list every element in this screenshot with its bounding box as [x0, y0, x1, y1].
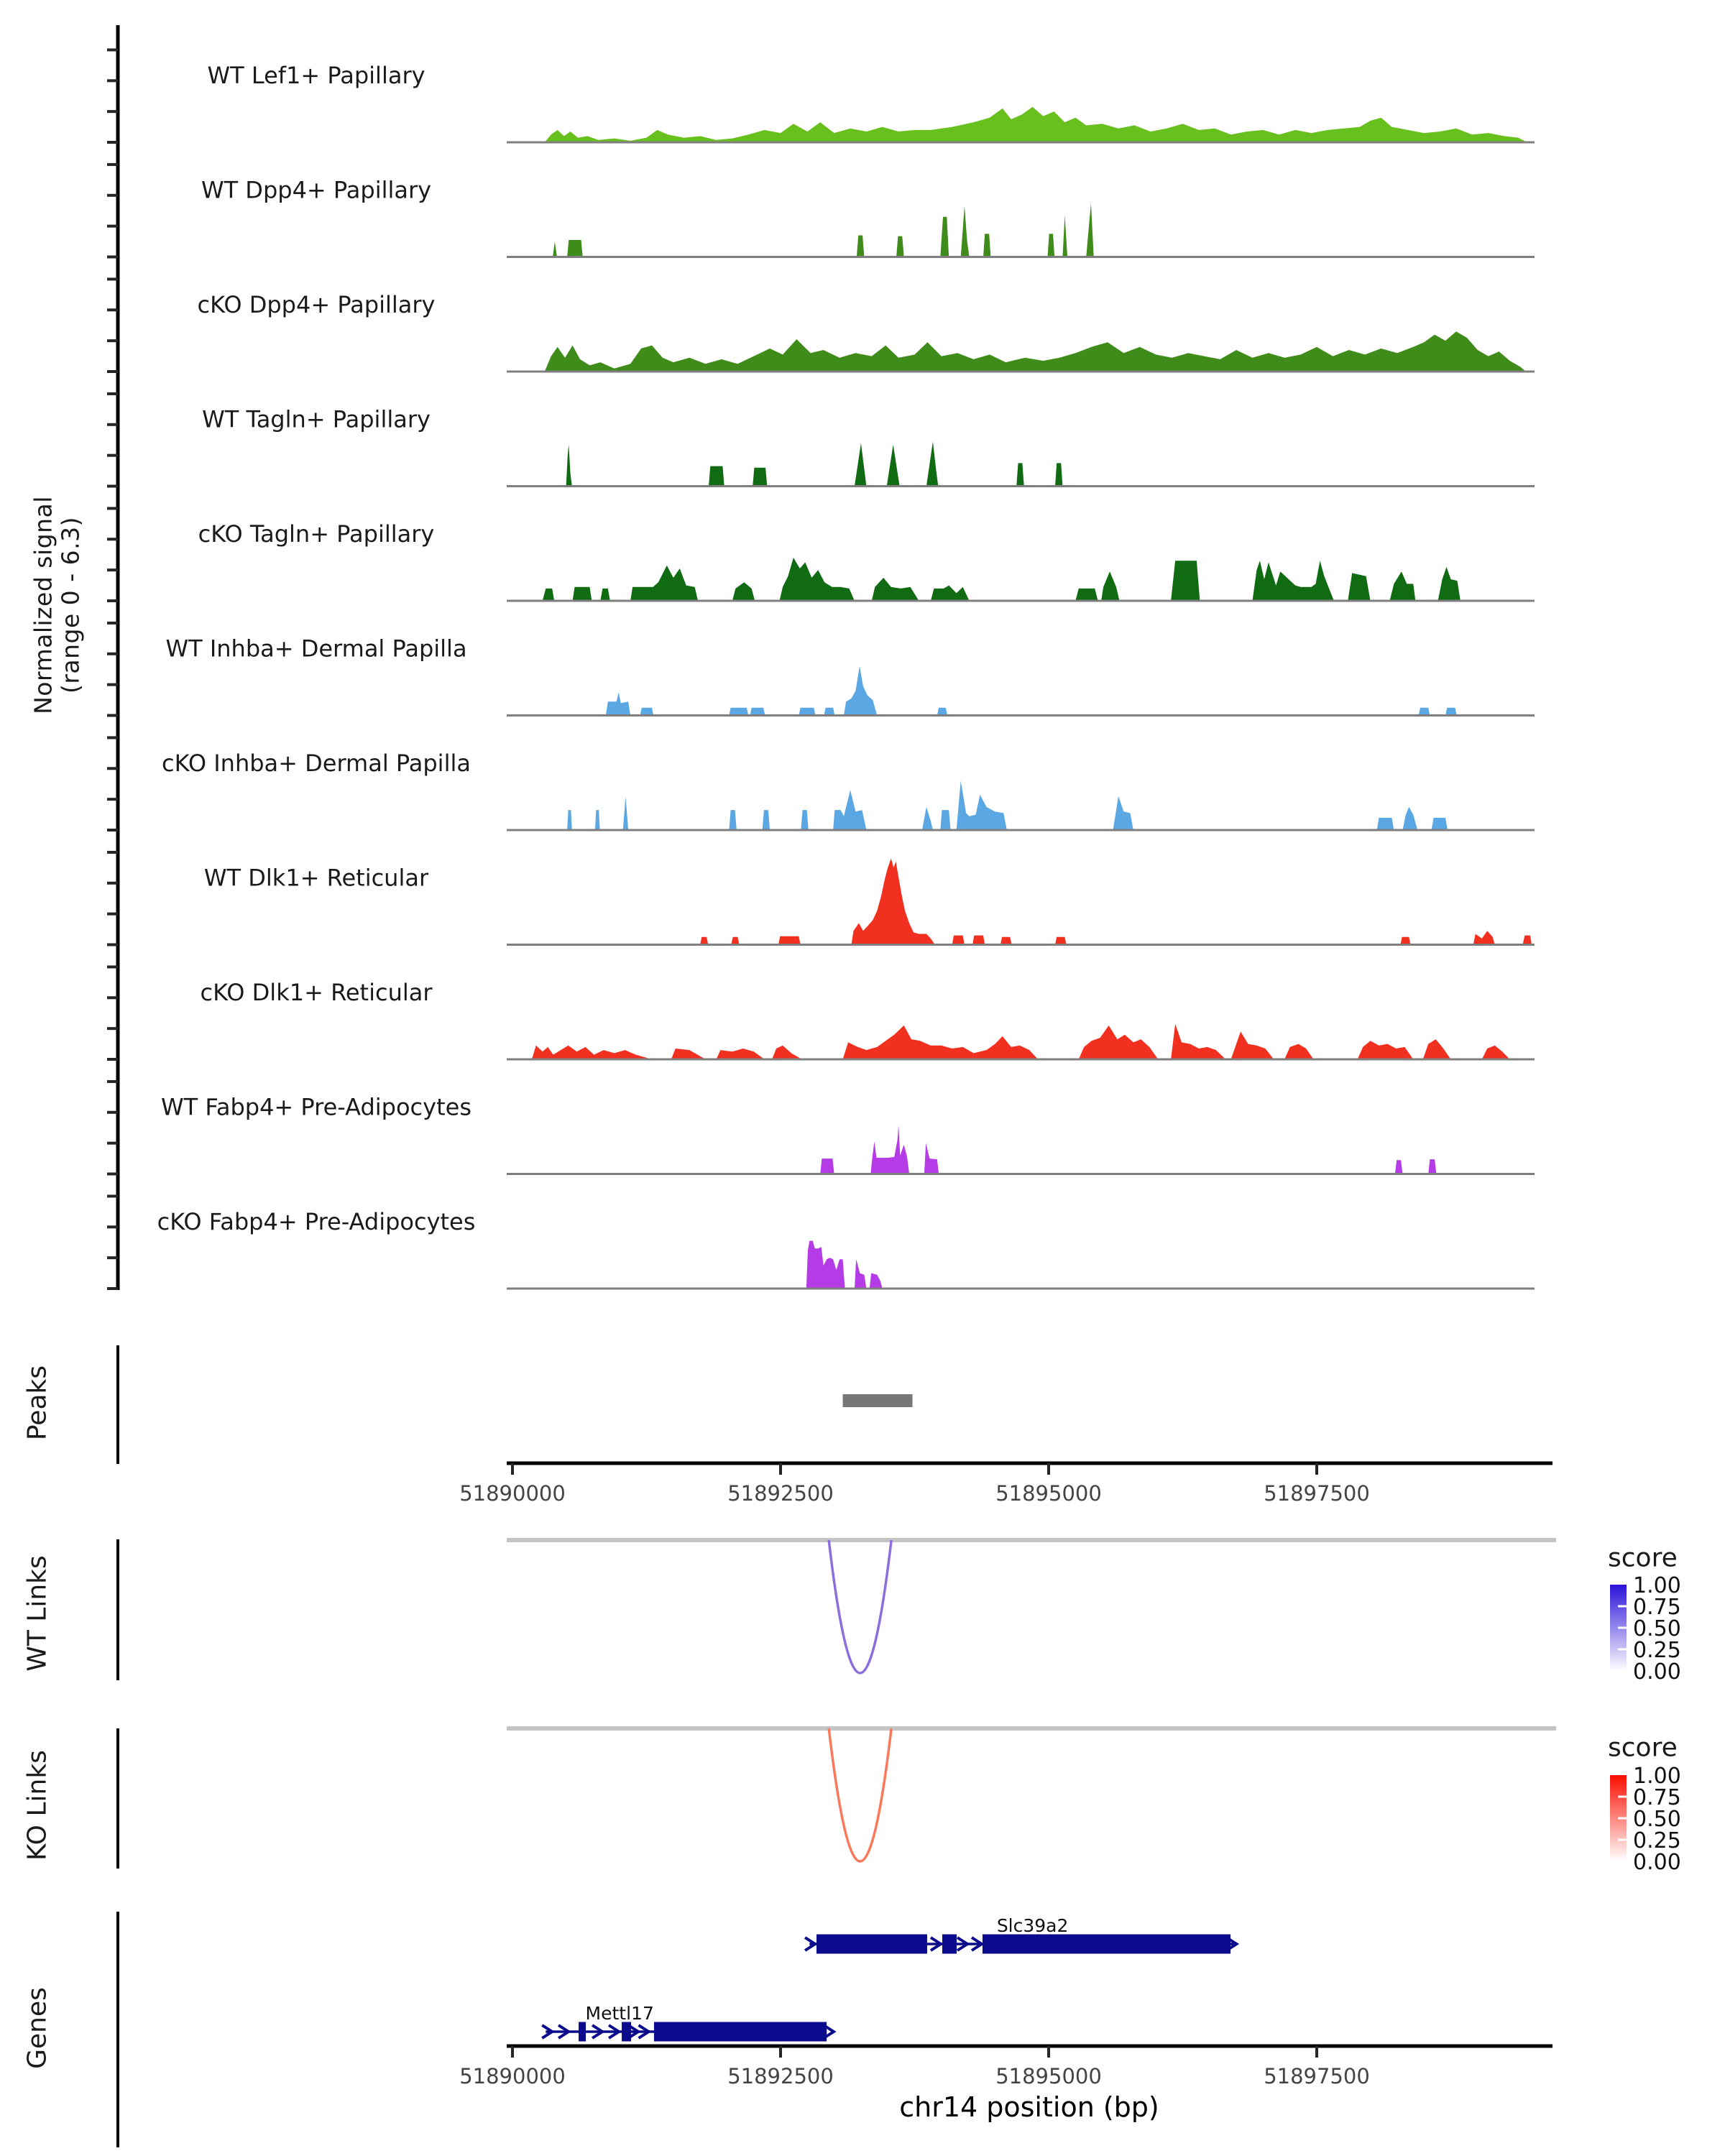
score-legend-tick-label: 0.00 [1633, 1850, 1681, 1875]
track-label: cKO Tagln+ Papillary [198, 520, 435, 548]
links-panel [118, 1539, 1556, 1680]
score-legend-tick-label: 0.75 [1633, 1595, 1681, 1620]
gene-exon [654, 2022, 827, 2042]
track-label: WT Tagln+ Papillary [202, 405, 431, 433]
score-legend-tick-label: 1.00 [1633, 1573, 1681, 1598]
coverage-area [507, 1024, 1510, 1059]
y-axis-label-line1: Normalized signal [29, 496, 58, 714]
score-legend-tick-label: 0.25 [1633, 1828, 1681, 1853]
coverage-area [507, 107, 1527, 142]
link-arc [829, 1728, 891, 1861]
genome-axis-tick-label: 51895000 [995, 2064, 1102, 2088]
coverage-area [507, 859, 1532, 945]
gene-model [542, 2003, 834, 2042]
track-label: WT Inhba+ Dermal Papilla [165, 635, 467, 663]
score-legend-tick-label: 1.00 [1633, 1764, 1681, 1789]
gene-name-label: Slc39a2 [996, 1915, 1069, 1936]
coverage-track [165, 635, 1535, 716]
coverage-track [162, 750, 1535, 830]
peaks-panel-label: Peaks [22, 1365, 52, 1441]
coverage-area [507, 203, 1094, 257]
coverage-area [507, 666, 1457, 716]
coverage-area [507, 331, 1526, 372]
coverage-track [161, 1094, 1535, 1174]
score-legend [1610, 1764, 1681, 1875]
y-axis-label-line2: (range 0 - 6.3) [56, 516, 85, 694]
track-label: cKO Dlk1+ Reticular [200, 979, 433, 1006]
coverage-area [507, 1125, 1437, 1174]
genome-axis-tick-label: 51892500 [727, 2064, 834, 2088]
wt-score-legend-title: score [1608, 1543, 1678, 1573]
track-label: WT Fabp4+ Pre-Adipocytes [161, 1093, 472, 1121]
coverage-track [157, 1208, 1535, 1289]
genome-axis-tick-label: 51890000 [459, 2064, 566, 2088]
coverage-area [507, 1241, 883, 1289]
coverage-track [202, 406, 1535, 487]
score-legend-tick-label: 0.50 [1633, 1616, 1681, 1641]
coverage-track [207, 62, 1535, 142]
link-arc [829, 1540, 891, 1673]
gene-exon [983, 1935, 1230, 1954]
coverage-area [507, 441, 1063, 486]
genome-axis-tick-label: 51897500 [1264, 2064, 1370, 2088]
ko-score-legend-title: score [1608, 1733, 1678, 1763]
gene-model [805, 1915, 1236, 1954]
score-legend-tick-label: 0.50 [1633, 1807, 1681, 1832]
genome-axis-tick-label: 51892500 [727, 1481, 834, 1506]
coverage-area [507, 780, 1448, 830]
peak-interval-bar [843, 1394, 913, 1407]
gene-exon [579, 2022, 586, 2042]
track-label: WT Lef1+ Papillary [207, 62, 426, 89]
score-legend [1610, 1573, 1681, 1685]
coverage-track [200, 979, 1535, 1059]
genome-axis-tick-label: 51897500 [1264, 1481, 1370, 1506]
track-label: cKO Dpp4+ Papillary [197, 291, 436, 318]
score-legend-tick-label: 0.25 [1633, 1638, 1681, 1663]
genes-panel-label: Genes [22, 1987, 52, 2069]
coverage-area [507, 558, 1460, 601]
track-label: cKO Inhba+ Dermal Papilla [162, 750, 471, 777]
ko-links-panel-label: KO Links [22, 1750, 52, 1861]
wt-links-panel-label: WT Links [22, 1555, 52, 1672]
coverage-track [201, 177, 1535, 257]
score-legend-tick-label: 0.75 [1633, 1785, 1681, 1810]
coverage-track [198, 291, 1535, 372]
track-label: WT Dpp4+ Papillary [201, 176, 432, 204]
track-label: cKO Fabp4+ Pre-Adipocytes [157, 1208, 476, 1235]
gene-name-label: Mettl17 [585, 2003, 654, 2024]
gene-exon [816, 1935, 927, 1954]
x-axis-title: chr14 position (bp) [899, 2091, 1159, 2123]
links-panel [118, 1728, 1556, 1869]
gene-exon [622, 2022, 631, 2042]
gene-exon [942, 1935, 957, 1954]
genome-axis-tick-label: 51895000 [995, 1481, 1102, 1506]
track-label: WT Dlk1+ Reticular [203, 864, 429, 892]
coverage-track [198, 520, 1535, 601]
score-legend-tick-label: 0.00 [1633, 1659, 1681, 1685]
genome-axis-tick-label: 51890000 [459, 1481, 566, 1506]
coverage-track [204, 859, 1535, 945]
